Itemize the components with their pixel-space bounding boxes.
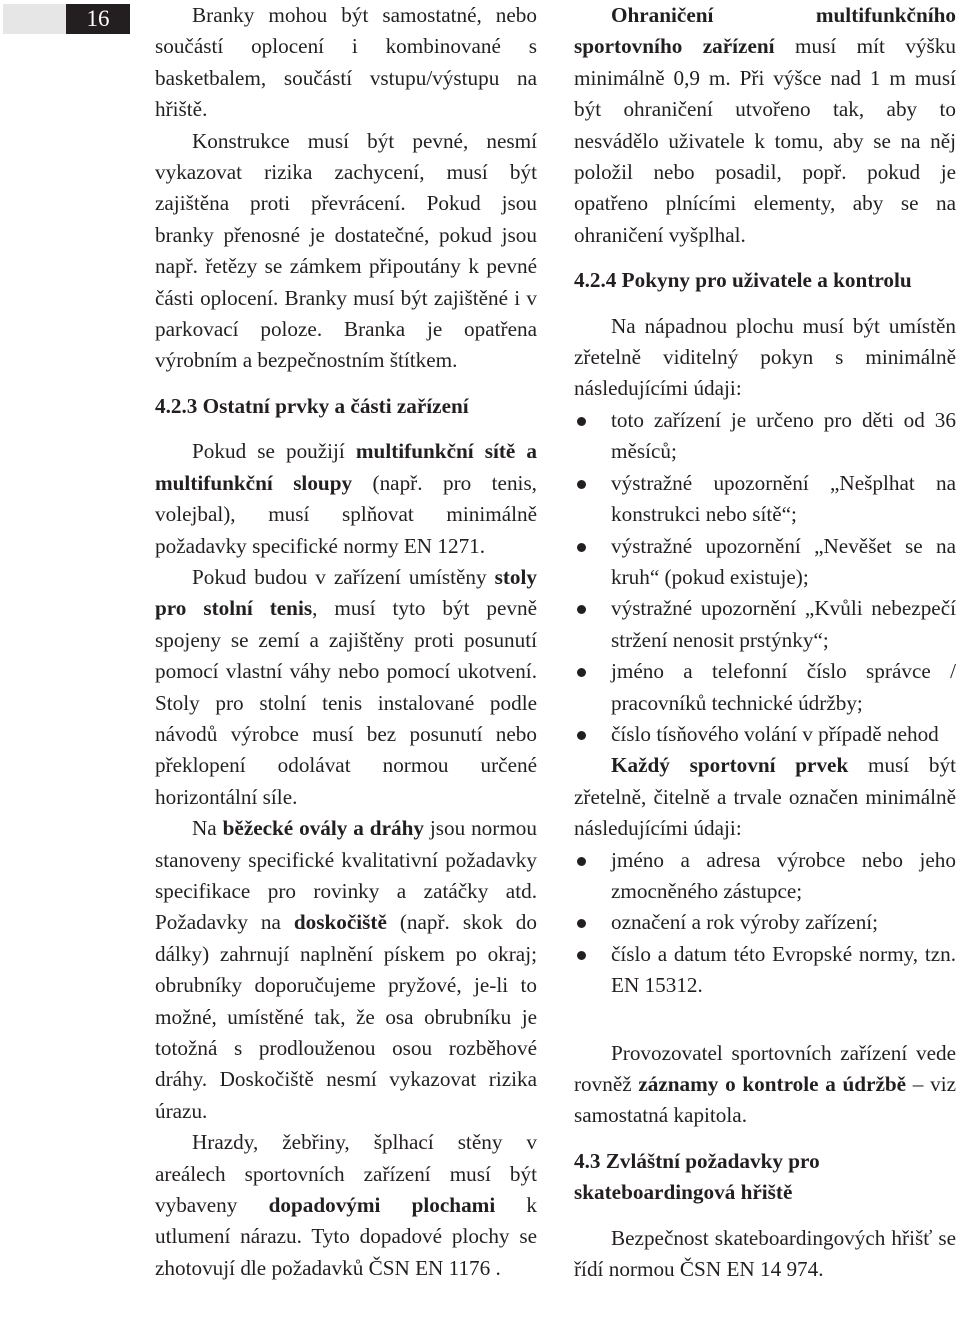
list-item: jméno a adresa výrobce nebo jeho zmocněného zástupce; [574,845,956,908]
paragraph-notice-intro: Na nápadnou plochu musí být umístěn zřetelně viditelný pokyn s minimálně následujícími údaji: [574,313,956,401]
paragraph-goals-types: Branky mohou být samostatné, nebo součástí oplocení i kombinované s basketbalem, součástí vstupu/výstupu na hřiště. [155,3,537,122]
paragraph-skateboarding-safety: Bezpečnost skateboardingových hřišť se řídí normou ČSN EN 14 974. [574,1225,956,1282]
notice-requirements-list [574,405,956,750]
page-number: 16 [66,4,130,34]
heading-4-3: 4.3 Zvláštní požadavky pro skateboardingová hřiště [574,1148,820,1205]
paragraph-operator-records: Provozovatel sportovních zařízení vede rovněž záznamy o kontrole a údržbě – viz samostatná kapitola. [574,1040,956,1128]
marking-requirements-list [574,845,956,1002]
paragraph-multifunction-nets: Pokud se použijí multifunkční sítě a multifunkční sloupy (např. pro tenis, volejbal), musí splňovat minimálně požadavky specifické normy EN 1271. [155,439,537,558]
list-item: označení a rok výroby zařízení; [574,907,956,938]
paragraph-running-tracks: Na běžecké ovály a dráhy jsou normou stanoveny specifické kvalitativní požadavky specifikace pro rovinky a zatáčky atd. Požadavky na doskočiště (např. skok do dálky) zahrnují naplnění pískem po okraj; obrubníky doporučujeme pryžové, je-li to možné, umístěné tak, že osa obrubníku je totožná s prodlouženou osou rozběhové dráhy. Doskočiště nesmí vykazovat rizika úrazu. [155,816,537,1123]
list-item: výstražné upozornění „Kvůli nebezpečí stržení nenosit prstýnky“; [574,593,956,656]
list-item: výstražné upozornění „Nevěšet se na kruh“ (pokud existuje); [574,531,956,594]
list-item: jméno a telefonní číslo správce / pracovníků technické údržby; [574,656,956,719]
paragraph-table-tennis: Pokud budou v zařízení umístěny stoly pro stolní tenis, musí tyto být pevně spojeny se zemí a zajištěny proti posunutí pomocí vlastní váhy nebo pomocí ukotvení. Stoly pro stolní tenis instalované podle návodů výrobce musí bez posunutí nebo překlopení odolávat normou určené horizontální síle. [155,564,537,809]
paragraph-boundary-height: Ohraničení multifunkčního sportovního zařízení musí mít výšku minimálně 0,9 m. Při výšce nad 1 m musí být ohraničení utvořeno tak, aby to nesvádělo uživatele k tomu, aby se na něj položil nebo posadil, popř. pokud je opatřeno plnícími elementy, aby se na ohraničení vyšplhal. [574,3,956,247]
list-item: číslo tísňového volání v případě nehod [574,719,956,750]
paragraph-impact-surfaces: Hrazdy, žebřiny, šplhací stěny v areálech sportovních zařízení musí být vybaveny dopadovými plochami k utlumení nárazu. Tyto dopadové plochy se zhotovují dle požadavků ČSN EN 1176 . [155,1130,538,1280]
paragraph-sport-element-marking: Každý sportovní prvek musí být zřetelně, čitelně a trvale označen minimálně následujícími údaji: [574,753,957,841]
list-item: výstražné upozornění „Nešplhat na konstrukci nebo sítě“; [574,468,956,531]
heading-4-2-3: 4.2.3 Ostatní prvky a části zařízení [155,393,469,418]
left-column [155,0,537,1284]
list-item: číslo a datum této Evropské normy, tzn. EN 15312. [574,939,956,1002]
heading-4-2-4: 4.2.4 Pokyny pro uživatele a kontrolu [574,268,912,293]
right-column [574,0,956,1285]
list-item: toto zařízení je určeno pro děti od 36 měsíců; [574,405,956,468]
paragraph-goals-construction: Konstrukce musí být pevné, nesmí vykazovat rizika zachycení, musí být zajištěna proti převrácení. Pokud jsou branky přenosné je dostatečné, pokud jsou např. řetězy se zámkem připoutány k pevné části oplocení. Branky musí být zajištěné i v parkovací poloze. Branka je opatřena výrobním a bezpečnostním štítkem. [155,128,537,373]
